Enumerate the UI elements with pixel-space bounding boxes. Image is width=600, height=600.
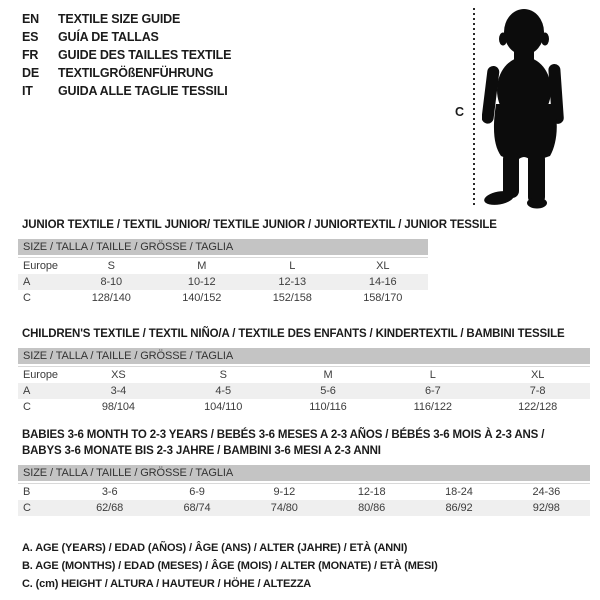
table-cell: 158/170 bbox=[363, 292, 403, 304]
table-cell: 86/92 bbox=[445, 502, 473, 514]
table-title-line: JUNIOR TEXTILE / TEXTIL JUNIOR/ TEXTILE JUNIOR / JUNIORTEXTIL / JUNIOR TESSILE bbox=[22, 219, 497, 231]
language-item-fr bbox=[22, 46, 231, 64]
table-cell: 6-7 bbox=[424, 385, 441, 397]
table-cell: L bbox=[380, 367, 485, 384]
baby-silhouette-icon bbox=[482, 6, 570, 210]
table-cell: 6-9 bbox=[153, 484, 240, 501]
language-item-de bbox=[22, 64, 231, 82]
table-cell: 3-4 bbox=[110, 385, 127, 397]
table-row bbox=[18, 258, 428, 275]
language-list bbox=[22, 10, 231, 100]
size-header-bar: SIZE / TALLA / TAILLE / GRÖSSE / TAGLIA bbox=[18, 465, 590, 481]
table-title-line: BABIES 3-6 MONTH TO 2-3 YEARS / BEBÉS 3-6 MESES A 2-3 AÑOS / BÉBÉS 3-6 MOIS À 2-3 ANS / bbox=[22, 429, 545, 441]
table-cell: S bbox=[66, 258, 157, 275]
table-cell: 122/128 bbox=[518, 401, 558, 413]
table-title bbox=[18, 217, 497, 233]
table-row bbox=[18, 383, 590, 399]
table-cell: 116/122 bbox=[413, 401, 452, 413]
table-cell: S bbox=[171, 367, 276, 384]
table-cell: 68/74 bbox=[183, 502, 211, 514]
table-row bbox=[18, 399, 590, 415]
table-row bbox=[18, 274, 428, 290]
table-cell: XL bbox=[338, 258, 429, 275]
table-cell: 92/98 bbox=[532, 502, 560, 514]
table-title bbox=[18, 427, 590, 459]
table-cell: L bbox=[247, 258, 338, 275]
size-header-bar: SIZE / TALLA / TAILLE / GRÖSSE / TAGLIA bbox=[18, 348, 590, 364]
row-label: Europe bbox=[18, 258, 66, 275]
table-cell: 98/104 bbox=[101, 401, 135, 413]
row-label: C bbox=[23, 502, 31, 514]
language-item-it bbox=[22, 82, 231, 100]
row-label: C bbox=[23, 401, 31, 413]
table-cell: 128/140 bbox=[91, 292, 131, 304]
size-table bbox=[18, 257, 428, 306]
table-title-line: CHILDREN'S TEXTILE / TEXTIL NIÑO/A / TEXTILE DES ENFANTS / KINDERTEXTIL / BAMBINI TESSILE bbox=[22, 328, 565, 340]
language-code: IT bbox=[22, 84, 33, 98]
language-code: FR bbox=[22, 48, 39, 62]
language-guide-title: TEXTILGRÖßENFÜHRUNG bbox=[58, 66, 214, 80]
table-cell: 18-24 bbox=[415, 484, 502, 501]
footnotes bbox=[22, 539, 438, 593]
size-table-section-2 bbox=[18, 427, 590, 516]
table-cell: 104/110 bbox=[204, 401, 243, 413]
size-table bbox=[18, 483, 590, 516]
table-cell: 80/86 bbox=[358, 502, 386, 514]
table-cell: 7-8 bbox=[529, 385, 546, 397]
table-cell: 140/152 bbox=[182, 292, 222, 304]
table-cell: XS bbox=[66, 367, 171, 384]
table-cell: 9-12 bbox=[241, 484, 328, 501]
height-measure-dotted-line bbox=[473, 8, 475, 208]
table-cell: 10-12 bbox=[187, 276, 216, 288]
language-guide-title: TEXTILE SIZE GUIDE bbox=[58, 12, 181, 26]
language-guide-title: GUIDA ALLE TAGLIE TESSILI bbox=[58, 84, 228, 98]
table-row bbox=[18, 367, 590, 384]
footnote-line: A. AGE (YEARS) / EDAD (AÑOS) / ÂGE (ANS) / ALTER (JAHRE) / ETÀ (ANNI) bbox=[22, 542, 408, 554]
row-label: Europe bbox=[18, 367, 66, 384]
row-label: A bbox=[23, 276, 31, 288]
table-cell: 24-36 bbox=[503, 484, 590, 501]
footnote-line: C. (cm) HEIGHT / ALTURA / HAUTEUR / HÖHE / ALTEZZA bbox=[22, 578, 312, 590]
row-label: B bbox=[18, 484, 66, 501]
table-cell: 12-18 bbox=[328, 484, 415, 501]
height-c-label: C bbox=[455, 105, 465, 119]
table-cell: M bbox=[157, 258, 248, 275]
footnote-line: B. AGE (MONTHS) / EDAD (MESES) / ÂGE (MOIS) / ALTER (MONATE) / ETÀ (MESI) bbox=[22, 560, 438, 572]
table-row bbox=[18, 290, 428, 306]
size-header-bar: SIZE / TALLA / TAILLE / GRÖSSE / TAGLIA bbox=[18, 239, 428, 255]
size-table-section-1 bbox=[18, 326, 590, 415]
row-label: A bbox=[23, 385, 31, 397]
table-cell: M bbox=[276, 367, 381, 384]
language-guide-title: GUÍA DE TALLAS bbox=[58, 30, 159, 44]
language-item-en bbox=[22, 10, 231, 28]
table-cell: 110/116 bbox=[309, 401, 347, 413]
table-cell: 8-10 bbox=[100, 276, 123, 288]
table-cell: 14-16 bbox=[368, 276, 397, 288]
table-cell: 74/80 bbox=[270, 502, 298, 514]
language-item-es bbox=[22, 28, 231, 46]
table-cell: 62/68 bbox=[96, 502, 124, 514]
table-cell: 152/158 bbox=[272, 292, 312, 304]
language-code: EN bbox=[22, 12, 39, 26]
row-label: C bbox=[23, 292, 31, 304]
table-row bbox=[18, 500, 590, 516]
table-cell: 4-5 bbox=[215, 385, 231, 397]
table-row bbox=[18, 484, 590, 501]
size-table-section-0 bbox=[18, 217, 497, 306]
language-code: DE bbox=[22, 66, 39, 80]
size-table bbox=[18, 366, 590, 415]
language-code: ES bbox=[22, 30, 39, 44]
table-title bbox=[18, 326, 590, 342]
table-cell: 12-13 bbox=[278, 276, 307, 288]
table-cell: 5-6 bbox=[320, 385, 336, 397]
table-cell: XL bbox=[485, 367, 590, 384]
table-title-line: BABYS 3-6 MONATE BIS 2-3 JAHRE / BAMBINI 3-6 MESI A 2-3 ANNI bbox=[22, 445, 381, 457]
table-cell: 3-6 bbox=[66, 484, 153, 501]
language-guide-title: GUIDE DES TAILLES TEXTILE bbox=[58, 48, 232, 62]
